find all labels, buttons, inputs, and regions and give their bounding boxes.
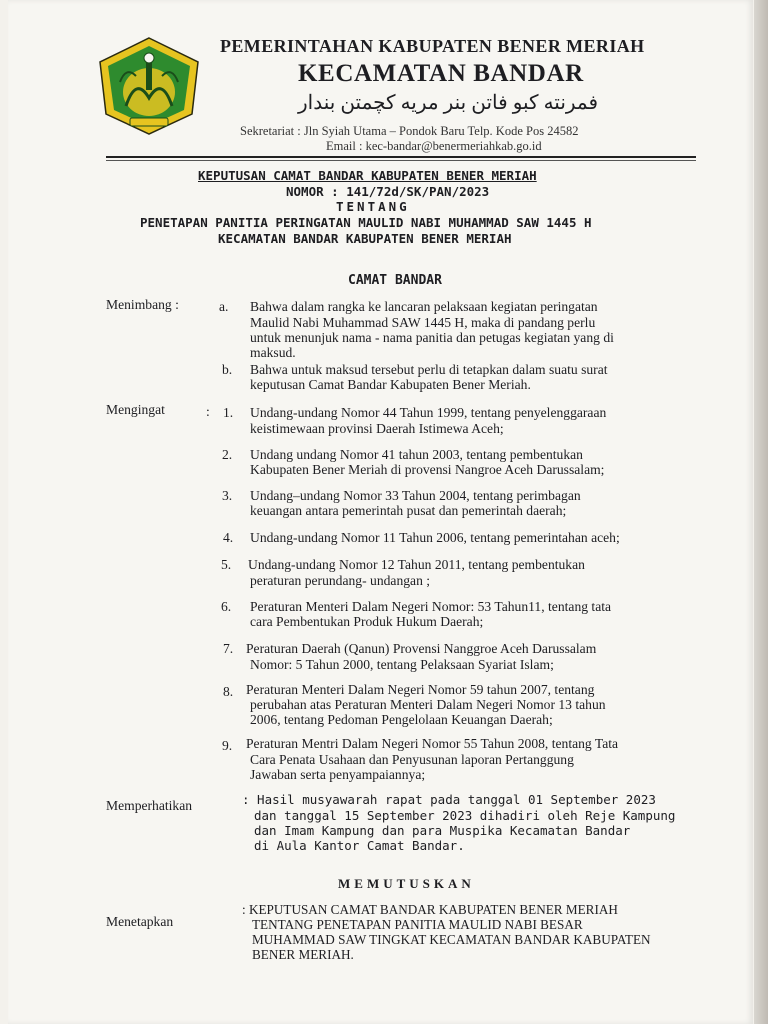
memutuskan-heading: MEMUTUSKAN xyxy=(338,876,475,891)
menimbang-a-line4: maksud. xyxy=(250,345,296,360)
mengingat-3-line1: Undang–undang Nomor 33 Tahun 2004, tentang perimbagan xyxy=(250,488,581,503)
mengingat-8-line3: 2006, tentang Pedoman Pengelolaan Keuangan Daerah; xyxy=(250,712,553,727)
menimbang-a-line1: Bahwa dalam rangka ke lancaran pelaksaan kegiatan peringatan xyxy=(250,299,598,314)
mengingat-marker: 8. xyxy=(223,684,234,699)
mengingat-7-line2: Nomor: 5 Tahun 2000, tentang Pelaksaan Syariat Islam; xyxy=(250,657,554,672)
mengingat-marker: 7. xyxy=(223,641,234,656)
mengingat-marker: 9. xyxy=(222,738,233,753)
decree-subject-line1: PENETAPAN PANITIA PERINGATAN MAULID NABI MUHAMMAD SAW 1445 H xyxy=(140,215,592,230)
menimbang-b-line1: Bahwa untuk maksud tersebut perlu di tetapkan dalam suatu surat xyxy=(250,362,608,377)
mengingat-5-line2: peraturan perundang- undangan ; xyxy=(250,573,431,588)
mengingat-marker: 4. xyxy=(223,530,234,545)
mengingat-7-line1: Peraturan Daerah (Qanun) Provensi Nanggroe Aceh Darussalam xyxy=(246,641,597,656)
menimbang-marker: b. xyxy=(222,362,233,377)
mengingat-marker: 2. xyxy=(222,447,233,462)
mengingat-8-line2: perubahan atas Peraturan Menteri Dalam Negeri Nomor 13 tahun xyxy=(250,697,606,712)
menimbang-marker: a. xyxy=(219,299,229,314)
memperhatikan-label: Memperhatikan xyxy=(106,798,193,813)
memperhatikan-line4: di Aula Kantor Camat Bandar. xyxy=(254,838,465,853)
mengingat-marker: 6. xyxy=(221,599,232,614)
menetapkan-label: Menetapkan xyxy=(106,914,174,929)
mengingat-2-line2: Kabupaten Bener Meriah di provensi Nangroe Aceh Darussalam; xyxy=(250,462,605,477)
menimbang-label: Menimbang : xyxy=(106,297,179,312)
menimbang-a-line2: Maulid Nabi Muhammad SAW 1445 H, maka di pandang perlu xyxy=(250,315,596,330)
decree-subject-line2: KECAMATAN BANDAR KABUPATEN BENER MERIAH xyxy=(218,231,512,246)
header-rule-thin xyxy=(106,160,696,161)
menetapkan-line1: : KEPUTUSAN CAMAT BANDAR KABUPATEN BENER MERIAH xyxy=(242,902,618,917)
mengingat-marker: 1. xyxy=(223,405,234,420)
mengingat-6-line2: cara Pembentukan Produk Hukum Daerah; xyxy=(250,614,484,629)
mengingat-3-line2: keuangan antara pemerintah pusat dan pemerintah daerah; xyxy=(250,503,567,518)
mengingat-9-line3: Jawaban serta penyampaiannya; xyxy=(250,767,426,782)
official-title: CAMAT BANDAR xyxy=(348,273,442,288)
mengingat-marker: 5. xyxy=(221,557,232,572)
district-heading: KECAMATAN BANDAR xyxy=(298,60,584,87)
tentang-heading: TENTANG xyxy=(336,199,410,214)
mengingat-5-line1: Undang-undang Nomor 12 Tahun 2011, tentang pembentukan xyxy=(248,557,585,572)
regency-logo xyxy=(96,36,202,136)
menetapkan-line2: TENTANG PENETAPAN PANITIA MAULID NABI BESAR xyxy=(252,917,583,932)
mengingat-marker: 3. xyxy=(222,488,233,503)
arabic-heading: فمرنته كبو فاتن بنر مريه كچمتن بندار xyxy=(298,92,599,114)
decree-number: NOMOR : 141/72d/SK/PAN/2023 xyxy=(286,184,490,199)
memperhatikan-line1: : Hasil musyawarah rapat pada tanggal 01 September 2023 xyxy=(242,792,656,807)
email-address: Email : kec-bandar@benermeriahkab.go.id xyxy=(326,139,542,153)
government-heading: PEMERINTAHAN KABUPATEN BENER MERIAH xyxy=(220,36,645,56)
mengingat-9-line2: Cara Penata Usahaan dan Penyusunan laporan Pertanggung xyxy=(250,752,574,767)
decree-title: KEPUTUSAN CAMAT BANDAR KABUPATEN BENER MERIAH xyxy=(198,168,537,183)
menetapkan-line4: BENER MERIAH. xyxy=(252,947,354,962)
menimbang-b-line2: keputusan Camat Bandar Kabupaten Bener Meriah. xyxy=(250,377,531,392)
mengingat-colon: : xyxy=(206,404,210,419)
mengingat-1-line1: Undang-undang Nomor 44 Tahun 1999, tentang penyelenggaraan xyxy=(250,405,607,420)
mengingat-8-line1: Peraturan Menteri Dalam Negeri Nomor 59 tahun 2007, tentang xyxy=(246,682,595,697)
menimbang-a-line3: untuk menunjuk nama - nama panitia dan petugas kegiatan yang di xyxy=(250,330,614,345)
mengingat-4-line1: Undang-undang Nomor 11 Tahun 2006, tentang pemerintahan aceh; xyxy=(250,530,620,545)
page-edge xyxy=(754,0,768,1024)
mengingat-6-line1: Peraturan Menteri Dalam Negeri Nomor: 53 Tahun11, tentang tata xyxy=(250,599,612,614)
secretariat-address: Sekretariat : Jln Syiah Utama – Pondok Baru Telp. Kode Pos 24582 xyxy=(240,124,579,138)
mengingat-label: Mengingat xyxy=(106,402,165,417)
mengingat-9-line1: Peraturan Mentri Dalam Negeri Nomor 55 Tahun 2008, tentang Tata xyxy=(246,736,619,751)
memperhatikan-line3: dan Imam Kampung dan para Muspika Kecamatan Bandar xyxy=(254,823,631,838)
menetapkan-line3: MUHAMMAD SAW TINGKAT KECAMATAN BANDAR KABUPATEN xyxy=(252,932,651,947)
memperhatikan-line2: dan tanggal 15 September 2023 dihadiri oleh Reje Kampung xyxy=(254,808,676,823)
header-rule xyxy=(106,156,696,158)
mengingat-1-line2: keistimewaan provinsi Daerah Istimewa Aceh; xyxy=(250,421,504,436)
mengingat-2-line1: Undang undang Nomor 41 tahun 2003, tentang pembentukan xyxy=(250,447,583,462)
